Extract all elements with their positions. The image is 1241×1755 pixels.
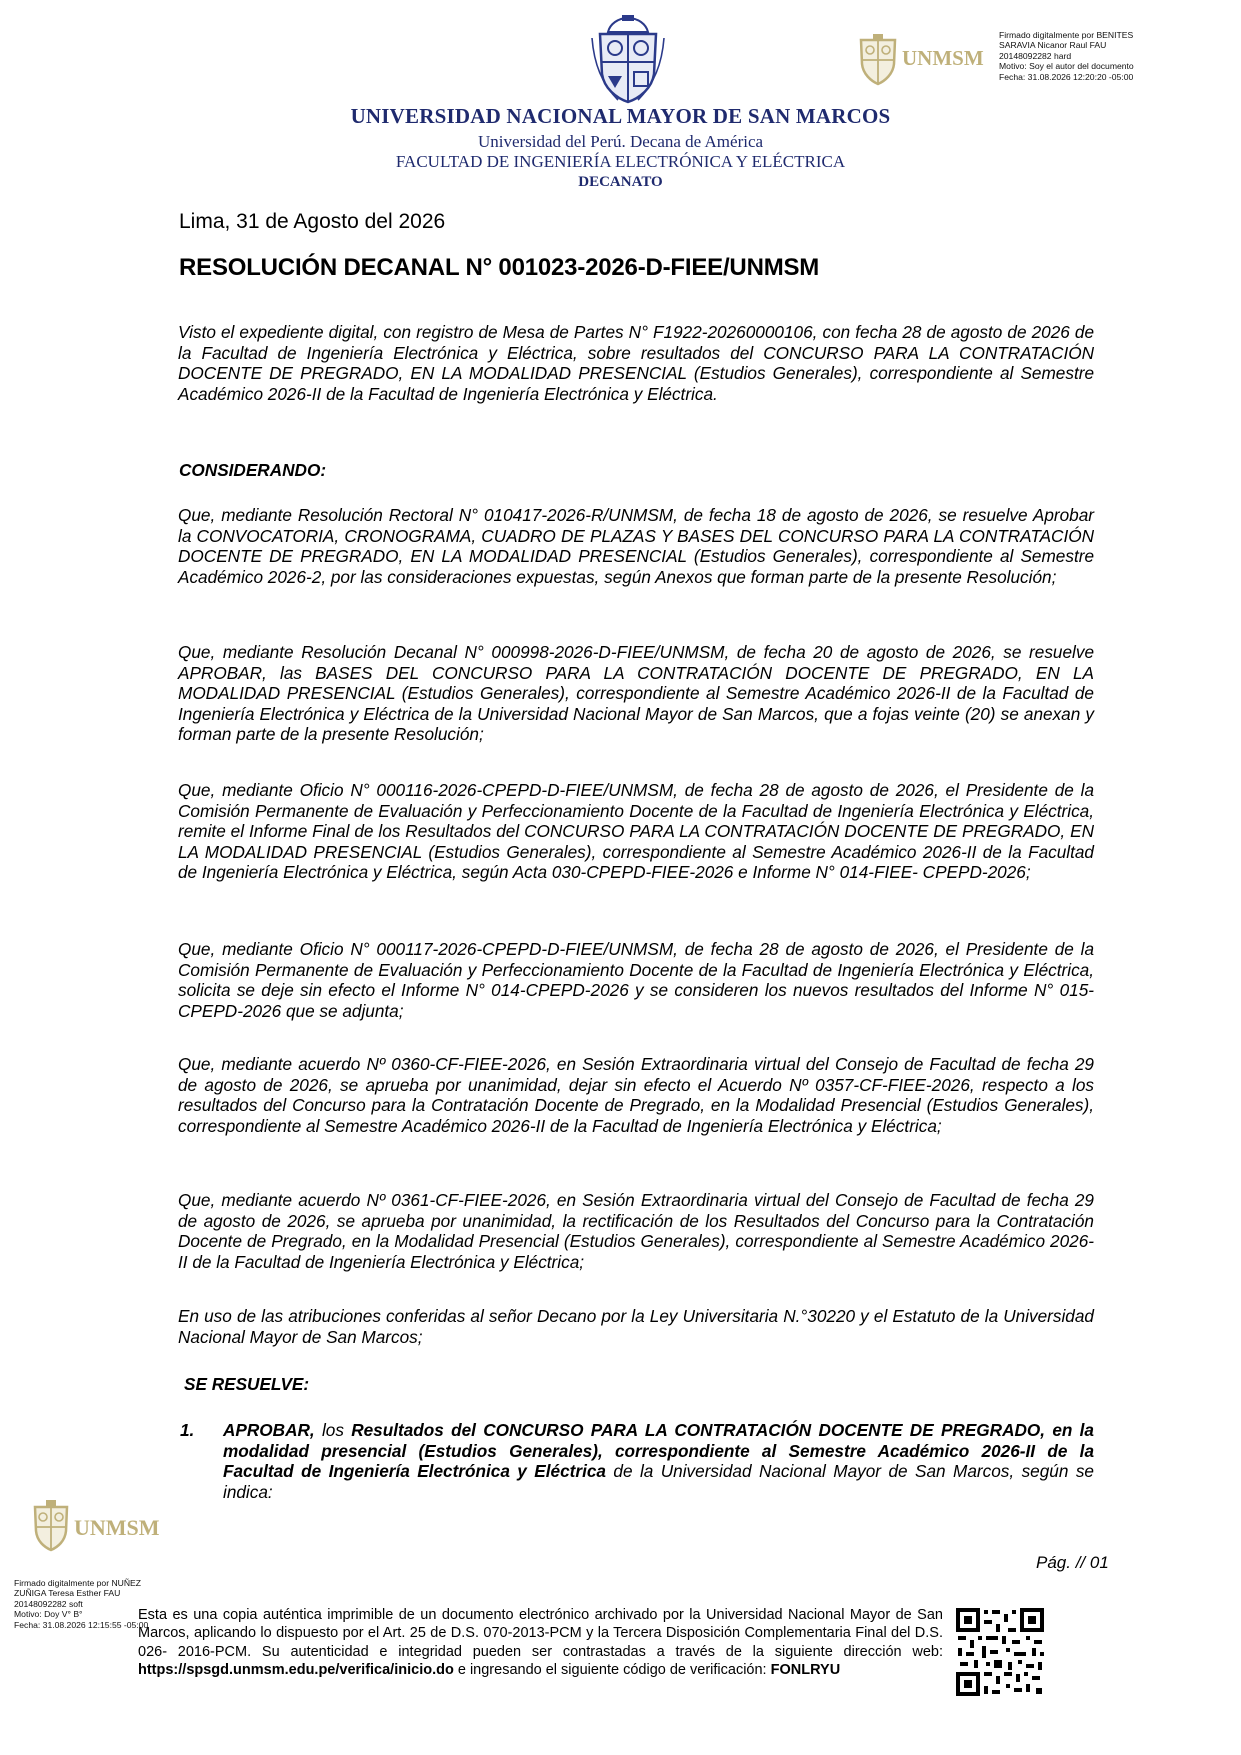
stamp-brand-top: UNMSM	[902, 46, 984, 70]
visto-paragraph: Visto el expediente digital, con registro de Mesa de Partes N° F1922-20260000106, con fecha 28 de agosto de 2026 de la Facultad de Ingeniería Electrónica y Eléctrica, sobre resultados del CONCURSO PARA LA CONTRATACIÓN DOCENTE DE PREGRADO, EN LA MODALIDAD PRESENCIAL (Estudios Generales), correspondiente al Semestre Académico 2026-II de la Facultad de Ingeniería Electrónica y Eléctrica.	[178, 322, 1094, 404]
resuelve-heading: SE RESUELVE:	[184, 1374, 310, 1394]
unmsm-seal-icon	[30, 1497, 72, 1553]
considerando-paragraph: Que, mediante Oficio N° 000117-2026-CPEPD-D-FIEE/UNMSM, de fecha 28 de agosto de 2026, el Presidente de la Comisión Permanente de Evaluación y Perfeccionamiento Docente de la Facultad de Ingeniería Electrónica y Eléctrica, solicita se deje sin efecto el Informe N° 014-CPEPD-2026 y se consideren los nuevos resultados del Informe N° 015-CPEPD-2026 que se adjunta;	[178, 939, 1094, 1021]
university-name: UNIVERSIDAD NACIONAL MAYOR DE SAN MARCOS	[350, 104, 891, 128]
signature-line: Fecha: 31.08.2026 12:15:55 -05:00	[14, 1619, 149, 1630]
considerando-paragraph: Que, mediante acuerdo Nº 0360-CF-FIEE-2026, en Sesión Extraordinaria virtual del Consejo de Facultad de fecha 29 de agosto de 2026, se aprueba por unanimidad, dejar sin efecto el Acuerdo Nº 0357-CF-FIEE-2026, respecto a los resultados del Concurso para la Contratación Docente de Pregrado, en la Modalidad Presencial (Estudios Generales), correspondiente al Semestre Académico 2026-II de la Facultad de Ingeniería Electrónica y Eléctrica;	[178, 1054, 1094, 1136]
signature-line: Fecha: 31.08.2026 12:20:20 -05:00	[999, 71, 1134, 82]
qr-code-icon	[954, 1606, 1046, 1698]
office-name: DECANATO	[578, 174, 663, 190]
item-text-tail: de la Universidad Nacional Mayor de San Marcos, según se indica:	[223, 1461, 1094, 1502]
considerando-paragraph: En uso de las atribuciones conferidas al señor Decano por la Ley Universitaria N.°30220 y el Estatuto de la Universidad Nacional Mayor de San Marcos;	[178, 1306, 1094, 1347]
considerando-paragraph: Que, mediante Oficio N° 000116-2026-CPEPD-D-FIEE/UNMSM, de fecha 28 de agosto de 2026, el Presidente de la Comisión Permanente de Evaluación y Perfeccionamiento Docente de la Facultad de Ingeniería Electrónica y Eléctrica, remite el Informe Final de los Resultados del CONCURSO PARA LA CONTRATACIÓN DOCENTE DE PREGRADO, EN LA MODALIDAD PRESENCIAL (Estudios Generales), correspondiente al Semestre Académico 2026-II de la Facultad de Ingeniería Electrónica y Eléctrica, según Acta 030-CPEPD-FIEE-2026 e Informe N° 014-FIEE- CPEPD-2026;	[178, 780, 1094, 883]
considerando-paragraph: Que, mediante Resolución Decanal N° 000998-2026-D-FIEE/UNMSM, de fecha 20 de agosto de 2026, se resuelve APROBAR, las BASES DEL CONCURSO PARA LA CONTRATACIÓN DOCENTE DE PREGRADO, EN LA MODALIDAD PRESENCIAL (Estudios Generales), correspondiente al Semestre Académico 2026-II de la Facultad de Ingeniería Electrónica y Eléctrica de la Universidad Nacional Mayor de San Marcos, que a fojas veinte (20) se anexan y forman parte de la presente Resolución;	[178, 642, 1094, 745]
digital-signature-top	[999, 30, 1239, 82]
verification-notice	[138, 1606, 943, 1679]
resolution-item-text	[223, 1420, 1094, 1502]
signature-line: 20148092282 soft	[14, 1598, 83, 1609]
verification-text-2: e ingresando el siguiente código de verificación:	[453, 1661, 771, 1678]
verification-code: FONLRYU	[770, 1661, 841, 1678]
signature-line: Firmado digitalmente por BENITES	[999, 30, 1134, 40]
page-number: Pág. // 01	[1036, 1553, 1109, 1572]
signature-line: Motivo: Soy el autor del documento	[999, 61, 1134, 72]
unmsm-seal-icon	[855, 32, 901, 86]
resolution-title: RESOLUCIÓN DECANAL N° 001023-2026-D-FIEE/UNMSM	[179, 254, 820, 281]
item-verb: APROBAR,	[223, 1420, 315, 1440]
verification-url[interactable]: https://spsgd.unmsm.edu.pe/verifica/inicio.do	[138, 1661, 454, 1678]
stamp-brand-bottom: UNMSM	[74, 1515, 160, 1540]
document-date: Lima, 31 de Agosto del 2026	[179, 210, 446, 233]
resolution-item-number: 1.	[180, 1420, 195, 1440]
signature-line: Motivo: Doy V° B°	[14, 1609, 83, 1620]
signature-line: Firmado digitalmente por NUÑEZ	[14, 1578, 142, 1588]
verification-text: Esta es una copia auténtica imprimible de un documento electrónico archivado por la Universidad Nacional Mayor de San Marcos, aplicando lo dispuesto por el Art. 25 de D.S. 070-2013-PCM y la Tercera Disposición Complementaria Final del D.S. 026- 2016-PCM. Su autenticidad e integridad pueden ser contrastadas a través de la siguiente dirección web:	[138, 1607, 943, 1660]
considerando-paragraph: Que, mediante Resolución Rectoral N° 010417-2026-R/UNMSM, de fecha 18 de agosto de 2026, se resuelve Aprobar la CONVOCATORIA, CRONOGRAMA, CUADRO DE PLAZAS Y BASES DEL CONCURSO PARA LA CONTRATACIÓN DOCENTE DE PREGRADO, EN LA MODALIDAD PRESENCIAL (Estudios Generales), correspondiente al Semestre Académico 2026-2, por las consideraciones expuestas, según Anexos que forman parte de la presente Resolución;	[178, 505, 1094, 587]
signature-line: 20148092282 hard	[999, 50, 1072, 61]
university-subtitle: Universidad del Perú. Decana de América	[477, 132, 764, 151]
considerando-heading: CONSIDERANDO:	[179, 460, 327, 480]
considerando-paragraph: Que, mediante acuerdo Nº 0361-CF-FIEE-2026, en Sesión Extraordinaria virtual del Consejo de Facultad de fecha 29 de agosto de 2026, se aprueba por unanimidad, la rectificación de los Resultados del Concurso para la Contratación Docente de Pregrado, en la Modalidad Presencial (Estudios Generales), correspondiente al Semestre Académico 2026-II de la Facultad de Ingeniería Electrónica y Eléctrica;	[178, 1190, 1094, 1272]
signature-line: ZUÑIGA Teresa Esther FAU	[14, 1588, 121, 1599]
unmsm-crest-icon	[588, 14, 668, 106]
signature-line: SARAVIA Nicanor Raul FAU	[999, 40, 1107, 51]
faculty-name: FACULTAD DE INGENIERÍA ELECTRÓNICA Y ELÉCTRICA	[395, 152, 846, 171]
item-text-connector: los	[314, 1420, 352, 1440]
item-subject: Resultados del CONCURSO PARA LA CONTRATACIÓN DOCENTE DE PREGRADO, en la modalidad presencial (Estudios Generales), correspondiente al Semestre Académico 2026-II de la Facultad de Ingeniería Electrónica y Eléctrica	[223, 1420, 1094, 1482]
